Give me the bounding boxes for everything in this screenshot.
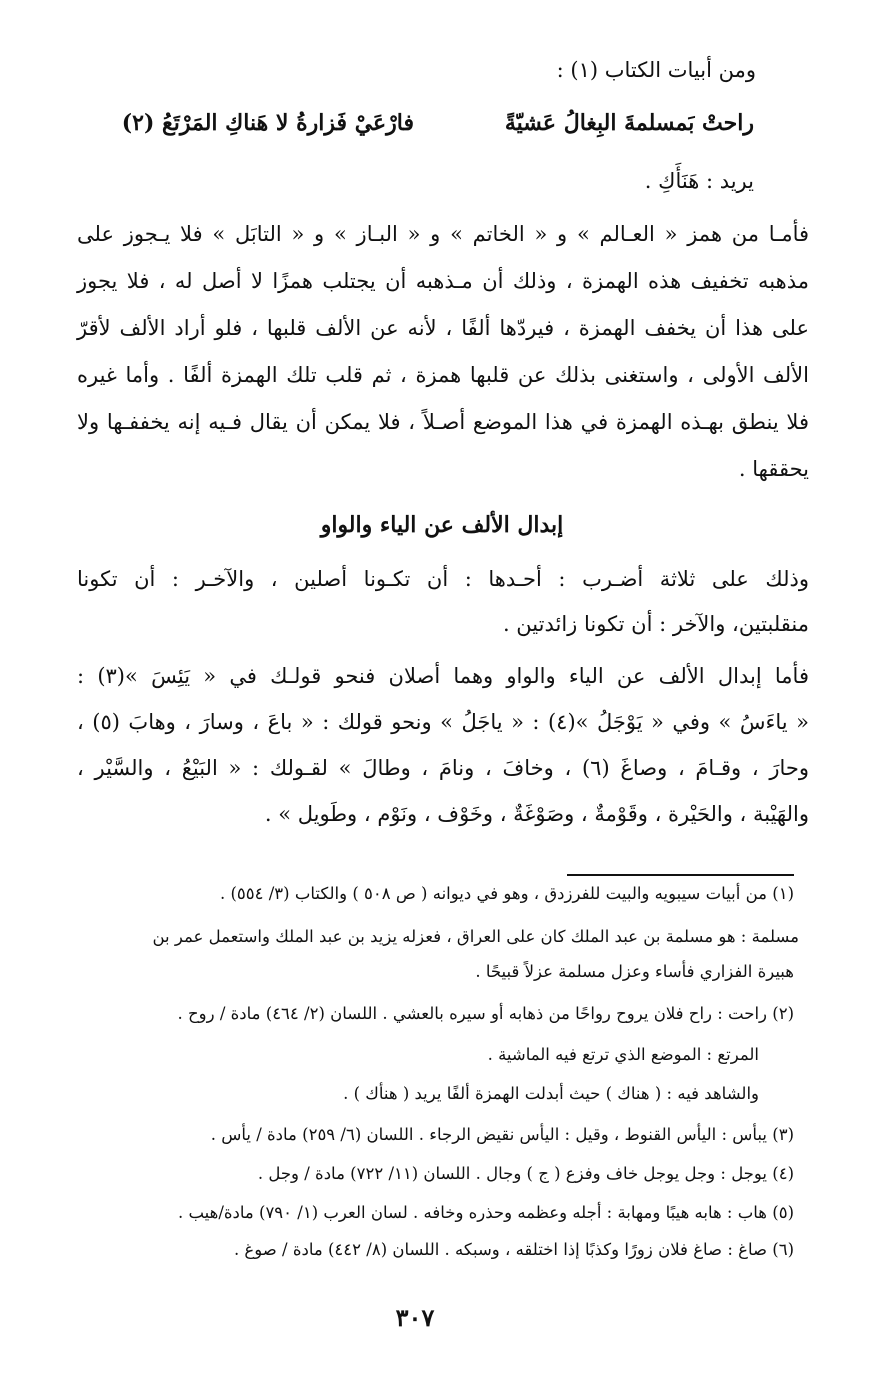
para1-line: فأمـا من همز « العـالم » و « الخاتم » و « البـاز » و « التابَل » فلا يـجوز على (77, 222, 809, 246)
footnote-5: (٥) هاب : هابه هيبًا ومهابة : أجله وعظمه وحذره وخافه . لسان العرب (١/ ٧٩٠) مادة/هيب . (177, 1203, 794, 1222)
footnote-separator (567, 874, 794, 876)
verse-intro: ومن أبيات الكتاب (١) : (556, 58, 756, 82)
footnote-1: (١) من أبيات سيبويه والبيت للفرزدق ، وهو في ديوانه ( ص ٥٠٨ ) والكتاب (٣/ ٥٥٤) . (219, 884, 794, 903)
page-number: ٣٠٧ (395, 1303, 435, 1332)
footnote-1-continued: مسلمة : هو مسلمة بن عبد الملك كان على العراق ، فعزله يزيد بن عبد الملك واستعمل عمر بن (152, 927, 799, 946)
para1-line: يحققها . (738, 457, 809, 481)
para2-line: منقلبتين، والآخر : أن تكونا زائدتين . (502, 612, 809, 636)
footnote-1-continued: هبيرة الفزاري فأساء وعزل مسلمة عزلاً قبيحًا . (475, 962, 794, 981)
verse-hemistich-1: راحتْ بَمسلمةَ البِغالُ عَشيّةً (504, 110, 754, 136)
para1-line: الألف الأولى ، واستغنى بذلك عن قلبها همزة ، ثم قلب تلك الهمزة ألفًا . وأما غيره (77, 363, 809, 387)
footnote-3: (٣) يبأس : اليأس القنوط ، وقيل : اليأس نقيض الرجاء . اللسان (٦/ ٢٥٩) مادة / يأس . (210, 1125, 794, 1144)
footnote-2-continued: والشاهد فيه : ( هناك ) حيث أبدلت الهمزة ألفًا يريد ( هنأك ) . (343, 1084, 759, 1103)
para1-line: على هذا أن يخفف الهمزة ، فيردّها ألفًا ، لأنه عن الألف قلبها ، فلو أراد الألف لأقرّ (77, 316, 809, 340)
para3-line: وحارَ ، وقـامَ ، وصاغَ (٦) ، وخافَ ، ونامَ ، وطالَ » لقـولك : « البَيْعُ ، والسَّيْر ، (77, 756, 810, 780)
para1-line: فلا ينطق بهـذه الهمزة في هذا الموضع أصـلاً ، فلا يمكن أن يقال فـيه إنه يخففـها ولا (77, 410, 809, 434)
yurid-line: يريد : هَنَأَكِ . (644, 169, 754, 193)
para2-line: وذلك على ثلاثة أضـرب : أحـدها : أن تكـونا أصلين ، والآخـر : أن تكونا (77, 567, 809, 591)
footnote-2: (٢) راحت : راح فلان يروح رواحًا من ذهابه أو سيره بالعشي . اللسان (٢/ ٤٦٤) مادة / روح . (177, 1004, 794, 1023)
para3-line: والهَيْبة ، والحَيْرة ، وقَوْمةٌ ، وصَوْغَةٌ ، وخَوْف ، ونَوْم ، وطَويل » . (264, 802, 809, 826)
footnote-6: (٦) صاغ : صاغ فلان زورًا وكذبًا إذا اختلقه ، وسبكه . اللسان (٨/ ٤٤٢) مادة / صوغ . (233, 1240, 794, 1259)
footnote-2-continued: المرتع : الموضع الذي ترتع فيه الماشية . (487, 1045, 759, 1064)
footnote-4: (٤) يوجل : وجل يوجل خاف وفزع ( ج ) وجال . اللسان (١١/ ٧٢٢) مادة / وجل . (257, 1164, 794, 1183)
section-heading: إبدال الألف عن الياء والواو (320, 512, 564, 538)
para1-line: مذهبه تخفيف هذه الهمزة ، وذلك أن مـذهبه أن يجتلب همزًا لا أصل له ، فلا يجوز (77, 269, 809, 293)
verse-hemistich-2: فارْعَيْ فَزارةُ لا هَناكِ المَرْتَعُ (٢) (121, 110, 414, 136)
para3-line: فأما إبدال الألف عن الياء والواو وهما أصلان فنحو قولـك في « يَئِسَ »(٣) : (77, 664, 809, 688)
para3-line: « ياءَسُ » وفي « يَوْجَلُ »(٤) : « ياجَلُ » ونحو قولك : « باعَ ، وسارَ ، وهابَ (٥) ، (77, 710, 809, 734)
